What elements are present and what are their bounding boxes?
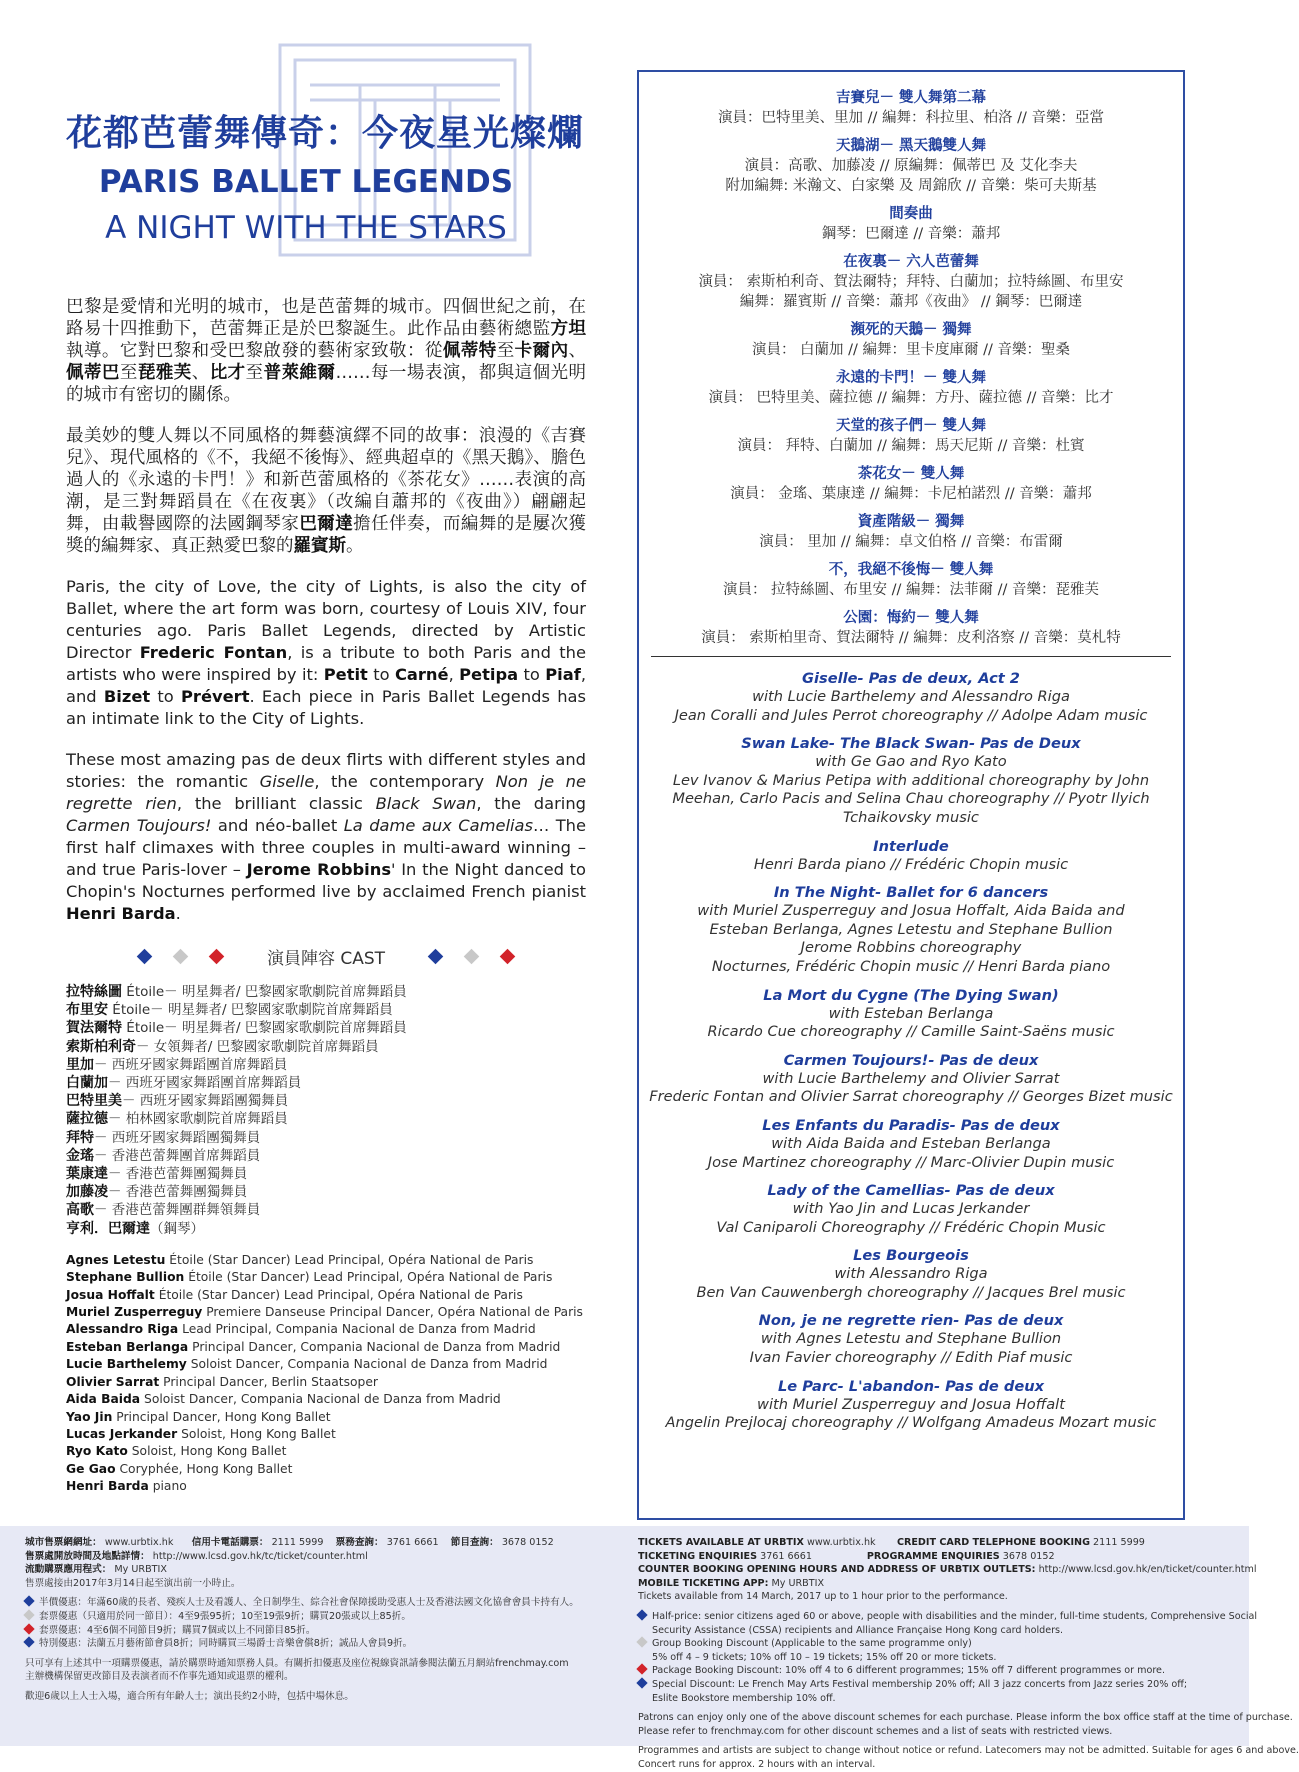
cast-row — [66, 1409, 586, 1426]
subtitle-en: A NIGHT WITH THE STARS — [105, 210, 507, 246]
cast-row — [66, 1461, 586, 1478]
cast-role: Principal Dancer, Berlin Staatsoper — [159, 1374, 378, 1389]
programme-title: 間奏曲 — [889, 206, 933, 222]
cast-role: － 西班牙國家舞蹈團獨舞員 — [94, 1129, 261, 1146]
cast-row — [66, 1074, 586, 1092]
blue-diamond-icon — [428, 949, 444, 965]
programme-credit: Lev Ivanov & Marius Petipa with additional choreography by John — [672, 771, 1150, 789]
programme-item — [639, 986, 1183, 1042]
cast-role: － 女領舞者/ 巴黎國家歌劇院首席舞蹈員 — [136, 1038, 379, 1055]
red-diamond-icon — [500, 949, 516, 965]
programme-box — [637, 70, 1185, 1520]
programme-item — [639, 416, 1183, 456]
programme-item — [639, 837, 1183, 875]
programme-credit: Angelin Prejlocaj choreography // Wolfgang Amadeus Mozart music — [665, 1414, 1157, 1432]
cast-row — [66, 1110, 586, 1128]
programme-credit: Meehan, Carlo Pacis and Selina Chau choreography // Pyotr Ilyich — [672, 790, 1150, 808]
urbtix-link-en[interactable]: www.urbtix.hk — [806, 1537, 876, 1548]
cast-role: － 西班牙國家舞蹈團首席舞蹈員 — [108, 1075, 302, 1092]
cast-name: 拜特 — [66, 1129, 94, 1146]
programme-credit: 編舞：羅賓斯 // 音樂：蕭邦《夜曲》 // 鋼琴：巴爾達 — [739, 294, 1083, 310]
divider — [651, 656, 1171, 657]
cast-name: 高歌 — [66, 1202, 94, 1219]
cast-row — [66, 1147, 586, 1165]
cast-row — [66, 1304, 586, 1321]
programme-credit: Jerome Robbins choreography — [800, 939, 1022, 957]
cast-row — [66, 983, 586, 1001]
cast-name: 白蘭加 — [66, 1075, 108, 1092]
programme-credit: 演員： 索斯柏里奇、賀法爾特 // 編舞：皮利洛察 // 音樂：莫札特 — [701, 630, 1121, 646]
cast-name: Aida Baida — [66, 1392, 141, 1407]
cast-row — [66, 1269, 586, 1286]
cast-name: Alessandro Riga — [66, 1322, 179, 1337]
cast-name: 賀法爾特 — [66, 1020, 122, 1037]
programme-title: 在夜裏－ 六人芭蕾舞 — [843, 254, 979, 270]
cast-name: 布里安 — [66, 1002, 108, 1019]
title-en: PARIS BALLET LEGENDS — [98, 164, 514, 200]
cast-role: Soloist Dancer, Compania Nacional de Danza from Madrid — [140, 1392, 501, 1407]
cast-row — [66, 1252, 586, 1269]
cast-row — [66, 1038, 586, 1056]
cast-role: － 西班牙國家舞蹈團獨舞員 — [122, 1093, 289, 1110]
cast-list-zh — [66, 983, 586, 1238]
red-diamond-icon — [209, 949, 225, 965]
programme-item — [639, 368, 1183, 408]
cast-role: Lead Principal, Compania Nacional de Danza from Madrid — [178, 1322, 536, 1337]
cast-name: 里加 — [66, 1056, 94, 1073]
programme-credit: 附加編舞: 米瀚文、白家樂 及 周錦欣 // 音樂：柴可夫斯基 — [725, 178, 1097, 194]
cast-heading-label: 演員陣容 CAST — [266, 949, 386, 969]
cast-name: Lucie Barthelemy — [66, 1357, 187, 1372]
programme-title: Swan Lake- The Black Swan- Pas de Deux — [741, 735, 1081, 753]
cast-heading — [66, 944, 586, 969]
programme-title: 永遠的卡門！－ 雙人舞 — [835, 370, 987, 386]
programme-title: 資產階級－ 獨舞 — [857, 514, 965, 530]
programme-item — [639, 560, 1183, 600]
programme-title: Interlude — [873, 837, 949, 855]
cast-role: Étoile (Star Dancer) Lead Principal, Opéra National de Paris — [165, 1252, 534, 1267]
ticketing-info-en: TICKETS AVAILABLE AT URBTIX www.urbtix.hk CREDIT CARD TELEPHONE BOOKING 2111 5999 TICKETING ENQUIRIES 3761 6661 PROGRAMME ENQUIRIES 3678 0152 COUNTER BOOKING OPENING HOURS AND ADDRESS OF URBTIX OUTLETS: http://www.lcsd.gov.hk/en/ticket/counter.html MOBILE TICKETING APP: My URBTIX Tickets available from 14 March, 2017 up to 1 hour prior to the performance. Half-price: senior citizens aged 60 or above, people with disabilities and the minder, full-time students, Comprehensive Social Security Assistance (CSSA) recipients and Alliance Française Hong Kong card holders. Group Booking Discount (Applicable to the same programme only) 5% off 4 – 9 tickets; 10% off 10 – 19 tickets; 15% off 20 or more tickets. Package Booking Discount: 10% off 4 to 6 different programmes; 15% off 7 different programmes or more. Special Discount: Le French May Arts Festival membership 20% off; All 3 jazz concerts from Jazz series 20% off; Eslite Bookstore membership 10% off. Patrons can enjoy only one of the above discount schemes for each purchase. Please inform the box office staff at the time of purchase. Please refer to frenchmay.com for other discount schemes and a list of seats with restricted views. Programmes and artists are subject to change without notice or refund. Latecomers may not be admitted. Suitable for ages 6 and above. Concert runs for approx. 2 hours with an interval. — [638, 1537, 1299, 1770]
programme-item — [639, 320, 1183, 360]
cast-name: 巴特里美 — [66, 1093, 122, 1110]
programme-credit: 演員： 白蘭加 // 編舞：里卡度庫爾 // 音樂：聖桑 — [751, 342, 1071, 358]
intro-paragraph-zh-2: 最美妙的雙人舞以不同風格的舞藝演繹不同的故事：浪漫的《吉賽兒》、現代風格的《不，我絕不後悔》、經典超卓的《黑天鵝》、膽色過人的《永遠的卡門！》和新芭蕾風格的《茶花女》……表演的高潮，是三對舞蹈員在《在夜裏》（改編自蕭邦的《夜曲》）翩翩起舞，由載譽國際的法國鋼琴家巴爾達擔任伴奏，而編舞的是屢次獲獎的編舞家、真正熱愛巴黎的羅賓斯。 — [66, 426, 587, 556]
programme-credit: with Aida Baida and Esteban Berlanga — [771, 1134, 1051, 1152]
cast-name: Stephane Bullion — [66, 1270, 185, 1285]
cast-row — [66, 1165, 586, 1183]
cast-role: Soloist Dancer, Compania Nacional de Danza from Madrid — [186, 1357, 548, 1372]
programme-credit: with Yao Jin and Lucas Jerkander — [792, 1200, 1030, 1218]
intro-text — [66, 296, 586, 925]
cast-list-en — [66, 1252, 586, 1496]
programme-credit: with Alessandro Riga — [834, 1265, 988, 1283]
cast-role: Premiere Danseuse Principal Dancer, Opéra National de Paris — [202, 1305, 583, 1320]
programme-credit: 鋼琴：巴爾達 // 音樂：蕭邦 — [821, 226, 1001, 242]
cast-name: 金瑤 — [66, 1147, 94, 1164]
cast-row — [66, 1092, 586, 1110]
ticketing-info-zh: 城市售票網網址： www.urbtix.hk 信用卡電話購票： 2111 5999 票務查詢： 3761 6661 節目查詢： 3678 0152 售票處開放時間及地點詳情： http://www.lcsd.gov.hk/tc/ticket/counter.html 流動購票應用程式： My URBTIX 售票處接由2017年3月14日起至演出前一小時止。 半價優惠：年滿60歲的長者、殘疾人士及看護人、全日制學生、綜合社會保障援助受惠人士及香港法國文化協會會員卡持有人。 套票優惠（只適用於同一節目）：4至9張95折；10至19張9折；購買20張或以上85折。 套票優惠：4至6個不同節目9折；購買7個或以上不同節目85折。 特別優惠：法蘭五月藝術節會員8折；同時購買三場爵士音樂會償8折；誠品人會員9折。 只可享有上述其中一項購票優惠，請於購票時通知票務人員。有關折扣優惠及座位視線資訊請參閱法蘭五月網站frenchmay.com 主辦機構保留更改節目及表演者而不作事先通知或退票的權利。 歡迎6歲以上人士入場，適合所有年齡人士；演出長約2小時，包括中場休息。 — [25, 1537, 579, 1702]
programme-item — [639, 1051, 1183, 1107]
gray-diamond-icon — [464, 949, 480, 965]
programme-title: La Mort du Cygne (The Dying Swan) — [763, 986, 1059, 1004]
cast-name: 加藤凌 — [66, 1184, 108, 1201]
programme-credit: Jose Martinez choreography // Marc-Olivier Dupin music — [707, 1153, 1115, 1171]
programme-credit: Henri Barda piano // Frédéric Chopin music — [753, 855, 1069, 873]
cast-role: （鋼琴） — [150, 1220, 204, 1237]
cast-role: Principal Dancer, Hong Kong Ballet — [112, 1409, 331, 1424]
intro-paragraph-en-1: Paris, the city of Love, the city of Lights, is also the city of Ballet, where the art form was born, courtesy of Louis XIV, four centuries ago. Paris Ballet Legends, directed by Artistic Director Frederic Fontan, is a tribute to both Paris and the artists who were inspired by it: Petit to Carné, Petipa to Piaf, and Bizet to Prévert. Each piece in Paris Ballet Legends has an intimate link to the City of Lights. — [66, 577, 586, 728]
programme-credit: Esteban Berlanga, Agnes Letestu and Stephane Bullion — [709, 920, 1113, 938]
programme-credit: Ben Van Cauwenbergh choreography // Jacques Brel music — [696, 1283, 1126, 1301]
cast-role: Soloist, Hong Kong Ballet — [177, 1426, 336, 1441]
programme-title: Les Enfants du Paradis- Pas de deux — [762, 1116, 1060, 1134]
cast-role: － 香港芭蕾舞團獨舞員 — [108, 1184, 248, 1201]
cast-name: Muriel Zusperreguy — [66, 1305, 203, 1320]
gray-diamond-icon — [173, 949, 189, 965]
intro-paragraph-en-2: These most amazing pas de deux flirts with different styles and stories: the romantic Giselle, the contemporary Non je ne regrette rien, the brilliant classic Black Swan, the daring Carmen Toujours! and néo-ballet La dame aux Camelias… The first half climaxes with three couples in multi-award winning – and true Paris-lover – Jerome Robbins' In the Night danced to Chopin's Nocturnes performed live by acclaimed French pianist Henri Barda. — [66, 750, 587, 923]
cast-row — [66, 1201, 586, 1219]
cast-row — [66, 1374, 586, 1391]
programme-title: 公園：悔約－ 雙人舞 — [843, 610, 979, 626]
programme-item — [639, 1116, 1183, 1172]
programme-credit: 演員：巴特里美、里加 // 編舞：科拉里、柏洛 // 音樂：亞當 — [718, 110, 1104, 126]
programme-credit: 演員： 巴特里美、薩拉德 // 編舞：方丹、薩拉德 // 音樂：比才 — [708, 390, 1114, 406]
programme-credit: Jean Coralli and Jules Perrot choreography // Adolpe Adam music — [674, 706, 1148, 724]
urbtix-link[interactable]: www.urbtix.hk — [104, 1537, 174, 1548]
intro-paragraph-zh-1: 巴黎是愛情和光明的城市，也是芭蕾舞的城市。四個世紀之前，在路易十四推動下，芭蕾舞正是於巴黎誕生。此作品由藝術總監方坦執導。它對巴黎和受巴黎啟發的藝術家致敬：從佩蒂特至卡爾內、佩蒂巴至琵雅芙、比才至普萊維爾……每一場表演，都與這個光明的城市有密切的關係。 — [66, 297, 587, 405]
cast-role: Étoile－ 明星舞者/ 巴黎國家歌劇院首席舞蹈員 — [108, 1002, 393, 1019]
programme-credit: Val Caniparoli Choreography // Frédéric Chopin Music — [716, 1218, 1106, 1236]
programme-item — [639, 608, 1183, 648]
programme-item — [639, 734, 1183, 827]
programme-credit: 演員： 拉特絲圖、布里安 // 編舞：法菲爾 // 音樂：琵雅芙 — [722, 582, 1100, 598]
programme-title: Les Bourgeois — [853, 1247, 969, 1265]
cast-name: Esteban Berlanga — [66, 1339, 189, 1354]
cast-name: Josua Hoffalt — [66, 1287, 155, 1302]
programme-item — [639, 136, 1183, 196]
programme-credit: 演員：高歌、加藤凌 // 原編舞：佩蒂巴 及 艾化李夫 — [744, 158, 1078, 174]
programme-credit: Tchaikovsky music — [843, 808, 979, 826]
cast-row — [66, 1443, 586, 1460]
programme-credit: with Lucie Barthelemy and Alessandro Riga — [752, 688, 1070, 705]
programme-title: 不，我絕不後悔－ 雙人舞 — [828, 562, 994, 578]
programme-credit: 演員： 金瑤、葉康達 // 編舞：卡尼柏諾烈 // 音樂：蕭邦 — [730, 486, 1092, 502]
programme-item — [639, 1246, 1183, 1302]
programme-item — [639, 512, 1183, 552]
programme-title: 茶花女－ 雙人舞 — [857, 466, 965, 482]
cast-role: piano — [148, 1479, 187, 1494]
cast-row — [66, 1356, 586, 1373]
programme-credit: with Muriel Zusperreguy and Josua Hoffalt — [757, 1395, 1065, 1413]
cast-name: Ryo Kato — [66, 1444, 128, 1459]
cast-row — [66, 1056, 586, 1074]
cast-row — [66, 1183, 586, 1201]
cast-role: － 香港芭蕾舞團群舞領舞員 — [94, 1202, 261, 1219]
programme-title: 吉賽兒－ 雙人舞第二幕 — [835, 90, 987, 106]
programme-credit: 演員： 里加 // 編舞：卓文伯格 // 音樂：布雷爾 — [759, 534, 1063, 550]
programme-list-en — [639, 669, 1183, 1433]
cast-name: Ge Gao — [66, 1461, 116, 1476]
cast-name: 葉康達 — [66, 1166, 108, 1183]
cast-row — [66, 1321, 586, 1338]
left-column — [66, 112, 586, 1496]
programme-credit: Nocturnes, Frédéric Chopin music // Henri Barda piano — [711, 957, 1111, 975]
programme-item — [639, 669, 1183, 725]
cast-row — [66, 1001, 586, 1019]
cast-name: Yao Jin — [66, 1409, 113, 1424]
programme-item — [639, 1311, 1183, 1367]
cast-name: 亨利．巴爾達 — [66, 1220, 150, 1237]
cast-role: Étoile－ 明星舞者/ 巴黎國家歌劇院首席舞蹈員 — [122, 984, 407, 1000]
programme-title: In The Night- Ballet for 6 dancers — [773, 884, 1049, 902]
programme-title: Giselle- Pas de deux, Act 2 — [802, 670, 1020, 687]
cast-name: 拉特絲圖 — [66, 984, 122, 1000]
cast-role: Étoile (Star Dancer) Lead Principal, Opéra National de Paris — [154, 1287, 523, 1302]
cast-name: Olivier Sarrat — [66, 1374, 160, 1389]
programme-item — [639, 464, 1183, 504]
programme-title: Le Parc- L'abandon- Pas de deux — [777, 1377, 1045, 1395]
programme-credit: Frederic Fontan and Olivier Sarrat choreography // Georges Bizet music — [649, 1088, 1173, 1106]
cast-row — [66, 1019, 586, 1037]
programme-credit: with Muriel Zusperreguy and Josua Hoffalt, Aida Baida and — [697, 902, 1125, 920]
cast-role: Principal Dancer, Compania Nacional de Danza from Madrid — [188, 1339, 561, 1354]
cast-row — [66, 1426, 586, 1443]
programme-item — [639, 1181, 1183, 1237]
programme-item — [639, 883, 1183, 976]
programme-list-zh — [639, 88, 1183, 648]
programme-credit: Ivan Favier choreography // Edith Piaf music — [749, 1349, 1073, 1367]
ticketing-footer — [0, 1526, 1299, 1770]
programme-item — [639, 88, 1183, 128]
programme-title: 天鵝湖－ 黑天鵝雙人舞 — [835, 138, 987, 154]
cast-name: Agnes Letestu — [66, 1252, 166, 1267]
programme-credit: 演員： 索斯柏利奇、賀法爾特；拜特、白蘭加；拉特絲圖、布里安 — [698, 274, 1124, 290]
programme-credit: with Ge Gao and Ryo Kato — [815, 753, 1007, 771]
programme-title: Lady of the Camellias- Pas de deux — [767, 1182, 1055, 1200]
counter-link[interactable]: http://www.lcsd.gov.hk/tc/ticket/counter.html — [152, 1550, 368, 1562]
programme-credit: with Agnes Letestu and Stephane Bullion — [760, 1330, 1062, 1348]
cast-row — [66, 1287, 586, 1304]
programme-item — [639, 1377, 1183, 1433]
programme-title: Carmen Toujours!- Pas de deux — [783, 1051, 1039, 1069]
cast-role: － 香港芭蕾舞團獨舞員 — [108, 1166, 248, 1183]
cast-row — [66, 1129, 586, 1147]
programme-credit: 演員： 拜特、白蘭加 // 編舞：馬天尼斯 // 音樂：杜賓 — [737, 438, 1085, 454]
cast-role: Étoile (Star Dancer) Lead Principal, Opéra National de Paris — [184, 1270, 553, 1285]
cast-role: － 柏林國家歌劇院首席舞蹈員 — [108, 1111, 288, 1128]
cast-row — [66, 1220, 586, 1238]
cast-name: 索斯柏利奇 — [66, 1038, 136, 1055]
cast-role: － 香港芭蕾舞團首席舞蹈員 — [94, 1147, 261, 1164]
programme-title: 天堂的孩子們－ 雙人舞 — [835, 418, 987, 434]
programme-title: Non, je ne regrette rien- Pas de deux — [758, 1312, 1064, 1330]
cast-name: Lucas Jerkander — [66, 1426, 178, 1441]
cast-role: Soloist, Hong Kong Ballet — [127, 1444, 287, 1459]
cast-role: Coryphée, Hong Kong Ballet — [115, 1461, 293, 1476]
title-zh: 花都芭蕾舞傳奇：今夜星光燦爛 — [66, 113, 585, 154]
cast-row — [66, 1339, 586, 1356]
counter-link-en[interactable]: http://www.lcsd.gov.hk/en/ticket/counter.html — [1038, 1564, 1257, 1576]
cast-name: 薩拉德 — [66, 1111, 108, 1128]
cast-row — [66, 1391, 586, 1408]
programme-item — [639, 252, 1183, 312]
programme-credit: with Lucie Barthelemy and Olivier Sarrat — [762, 1069, 1060, 1087]
cast-role: Étoile－ 明星舞者/ 巴黎國家歌劇院首席舞蹈員 — [122, 1020, 407, 1037]
programme-credit: Ricardo Cue choreography // Camille Saint-Saëns music — [707, 1023, 1115, 1041]
blue-diamond-icon — [137, 949, 153, 965]
programme-item — [639, 204, 1183, 244]
cast-row — [66, 1478, 586, 1495]
cast-role: － 西班牙國家舞蹈團首席舞蹈員 — [94, 1056, 288, 1073]
programme-title: 瀕死的天鵝－ 獨舞 — [850, 322, 972, 338]
programme-credit: with Esteban Berlanga — [828, 1004, 994, 1022]
cast-name: Henri Barda — [66, 1479, 149, 1494]
